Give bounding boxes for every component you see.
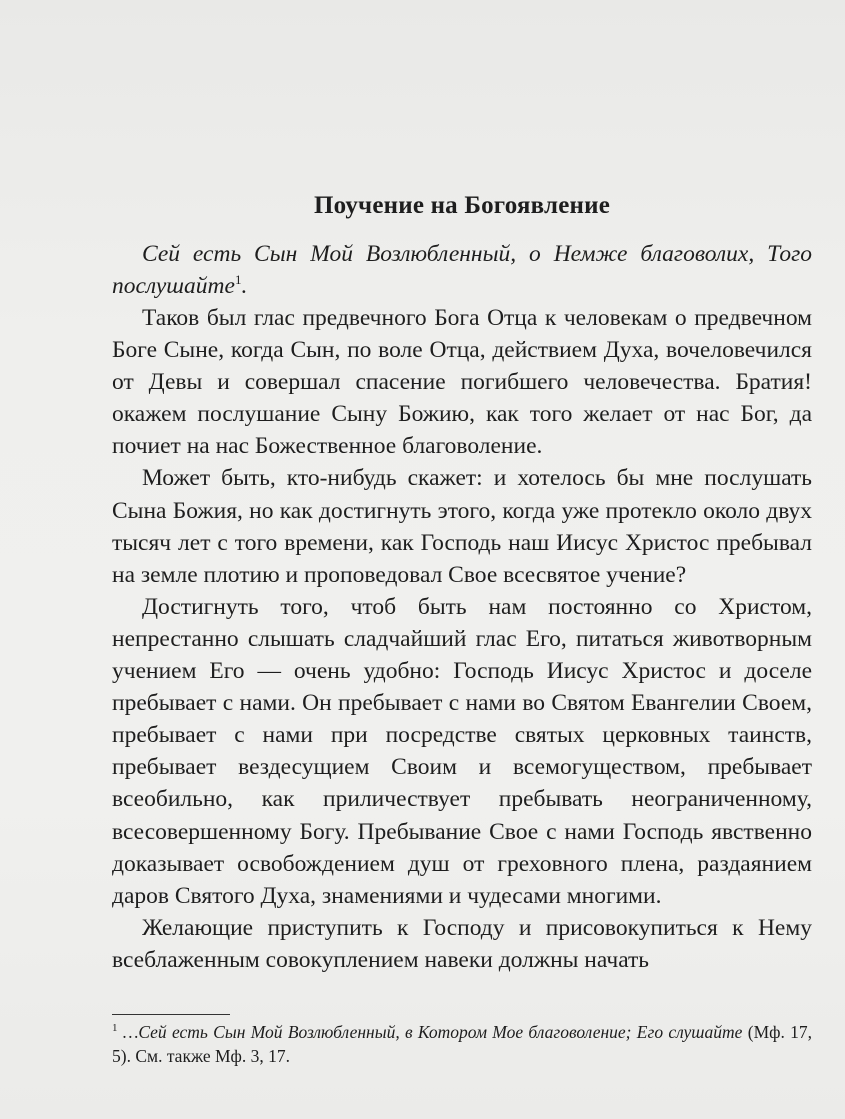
paragraph-3: Достигнуть того, чтоб быть нам постоянно со Христом, непрестанно слышать сладчайший глас Его, питаться животворным учением Его — очень удобно: Господь Иисус Христос и доселе пребывает с нами. Он пребывает с нами во Святом Евангелии Своем, пребывает с нами при посредстве святых церковных таинств, пребывает вездесущием Своим и всемогуществом, пребывает всеобильно, как приличествует пребывать неограниченному, всесовершенному Богу. Пребывание Свое с нами Господь явственно доказывает освобождением душ от греховного плена, раздаянием даров Святого Духа, знамениями и чудесами многими. — [112, 593, 812, 909]
footnote — [112, 1020, 812, 1068]
footnote-divider — [112, 1014, 230, 1015]
footnote-quote: …Сей есть Сын Мой Возлюбленный, в Котором Мое благоволение; Его слушайте — [122, 1022, 743, 1042]
epigraph-text: Сей есть Сын Мой Возлюбленный, о Немже благоволих, Того послушайте — [112, 241, 812, 299]
paragraph-1: Таков был глас предвечного Бога Отца к человекам о предвечном Боге Сыне, когда Сын, по воле Отца, действием Духа, вочеловечился от Девы и совершал спасение погибшего человечества. Братия! окажем послушание Сыну Божию, как того желает от нас Бог, да почиет на нас Божественное благоволение. — [112, 305, 812, 460]
main-text — [112, 188, 812, 976]
footnote-number: 1 — [112, 1022, 118, 1035]
footnote-reference: (Мф. 17, 5). См. также Мф. 3, 17. — [112, 1022, 813, 1066]
page-title: Поучение на Богоявление — [313, 192, 611, 219]
paragraph-4: Желающие приступить к Господу и присовокупиться к Нему всеблаженным совокуплением навеки должны начать — [112, 914, 812, 973]
footnote-reference-mark: 1 — [234, 272, 242, 288]
paragraph-2: Может быть, кто-нибудь скажет: и хотелось бы мне послушать Сына Божия, но как достигнуть этого, когда уже протекло около двух тысяч лет с того времени, как Господь наш Иисус Христос пребывал на земле плотию и проповедовал Свое всесвятое учение? — [112, 465, 812, 588]
epigraph: Сей есть Сын Мой Возлюбленный, о Немже благоволих, Того послушайте$^1$. — [112, 241, 812, 299]
